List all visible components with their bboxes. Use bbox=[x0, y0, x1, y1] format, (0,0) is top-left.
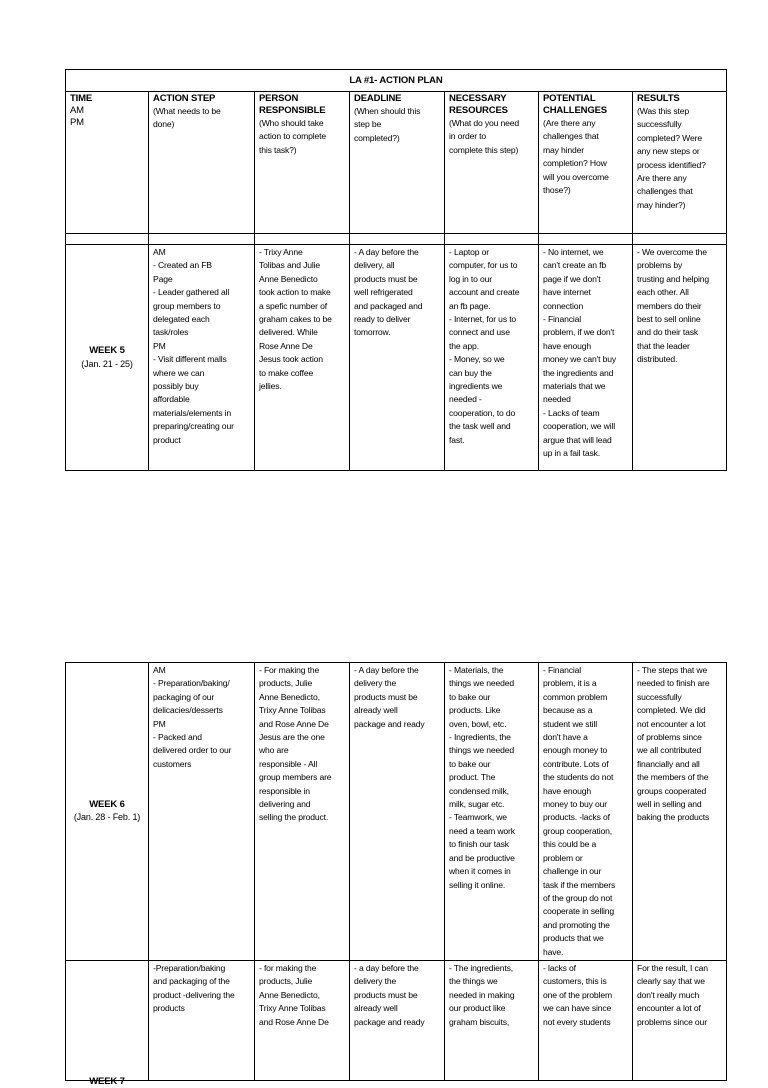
header-necessary-resources: NECESSARY RESOURCES (What do you need in order to complete this step) bbox=[445, 92, 539, 234]
action-plan-table-continued bbox=[65, 662, 727, 1087]
week6-resources: - Materials, the things we needed to bake our products. Like oven, bowl, etc. - Ingredients, the things we needed to bake our product. The condensed milk, milk, sugar etc. - Teamwork, we need a team work to finish our task and be productive when it comes in selling it online. bbox=[445, 663, 539, 961]
week5-resources: - Laptop or computer, for us to log in to our account and create an fb page. - Internet, for us to connect and use the app. - Money, so we can buy the ingredients we needed - cooperation, to do the task well and fast. bbox=[445, 245, 539, 471]
week7-person: - for making the products, Julie Anne Benedicto, Trixy Anne Tolibas and Rose Anne De bbox=[255, 960, 350, 1080]
week6-results: - The steps that we needed to finish are successfully completed. We did not encounter a lot of problems since we all contributed financially and all the members of the groups cooperated well in selling and baking the products bbox=[633, 663, 727, 961]
week7-resources: - The ingredients, the things we needed in making our product like graham biscuits, bbox=[445, 960, 539, 1080]
header-action-step: ACTION STEP (What needs to be done) bbox=[149, 92, 255, 234]
header-results: RESULTS (Was this step successfully completed? Were any new steps or process identified? Are there any challenges that may hinder?) bbox=[633, 92, 727, 234]
table-title: LA #1- ACTION PLAN bbox=[66, 70, 727, 92]
header-deadline: DEADLINE (When should this step be completed?) bbox=[350, 92, 445, 234]
week7-row bbox=[66, 960, 727, 1080]
week6-label: WEEK 6 (Jan. 28 - Feb. 1) bbox=[66, 663, 149, 961]
week5-action: AM - Created an FB Page - Leader gathered all group members to delegated each task/roles PM - Visit different malls where we can possibly buy affordable materials/elements in preparing/creating our product bbox=[149, 245, 255, 471]
header-time: TIME AM PM bbox=[66, 92, 149, 234]
week6-action: AM - Preparation/baking/ packaging of our delicacies/desserts PM - Packed and delivered order to our customers bbox=[149, 663, 255, 961]
week6-deadline: - A day before the delivery the products must be already well package and ready bbox=[350, 663, 445, 961]
week6-person: - For making the products, Julie Anne Benedicto, Trixy Anne Tolibas and Rose Anne De Jesus are the one who are responsible - All group members are responsible in delivering and selling the product. bbox=[255, 663, 350, 961]
week6-row bbox=[66, 663, 727, 961]
header-person-responsible: PERSON RESPONSIBLE (Who should take action to complete this task?) bbox=[255, 92, 350, 234]
week7-action: -Preparation/baking and packaging of the product -delivering the products bbox=[149, 960, 255, 1080]
week5-row bbox=[66, 245, 727, 471]
header-row bbox=[66, 92, 727, 234]
week5-results: - We overcome the problems by trusting and helping each other. All members do their best to sell online and do their task that the leader distributed. bbox=[633, 245, 727, 471]
spacer-row bbox=[66, 234, 727, 245]
title-row bbox=[66, 70, 727, 92]
week5-challenges: - No internet, we can't create an fb page if we don't have internet connection - Financial problem, if we don't have enough money we can't buy the ingredients and materials that we needed - Lacks of team cooperation, we will argue that will lead up in a fail task. bbox=[539, 245, 633, 471]
week7-deadline: - a day before the delivery the products must be already well package and ready bbox=[350, 960, 445, 1080]
week5-person: - Trixy Anne Tolibas and Julie Anne Benedicto took action to make a spefic number of graham cakes to be delivered. While Rose Anne De Jesus took action to make coffee jellies. bbox=[255, 245, 350, 471]
week5-label: WEEK 5 (Jan. 21 - 25) bbox=[66, 245, 149, 471]
week7-challenges: - lacks of customers, this is one of the problem we can have since not every students bbox=[539, 960, 633, 1080]
header-potential-challenges: POTENTIAL CHALLENGES (Are there any challenges that may hinder completion? How will you overcome those?) bbox=[539, 92, 633, 234]
action-plan-table bbox=[65, 69, 727, 471]
week5-deadline: - A day before the delivery, all products must be well refrigerated and packaged and ready to deliver tomorrow. bbox=[350, 245, 445, 471]
week7-results: For the result, I can clearly say that we don't really much encounter a lot of problems since our bbox=[633, 960, 727, 1080]
week6-challenges: - Financial problem, it is a common problem because as a student we still don't have a enough money to contribute. Lots of the students do not have enough money to buy our products. -lacks of group cooperation, this could be a problem or challenge in our task if the members of the group do not cooperate in selling and promoting the products that we have. bbox=[539, 663, 633, 961]
week7-label: WEEK 7 bbox=[66, 960, 149, 1080]
